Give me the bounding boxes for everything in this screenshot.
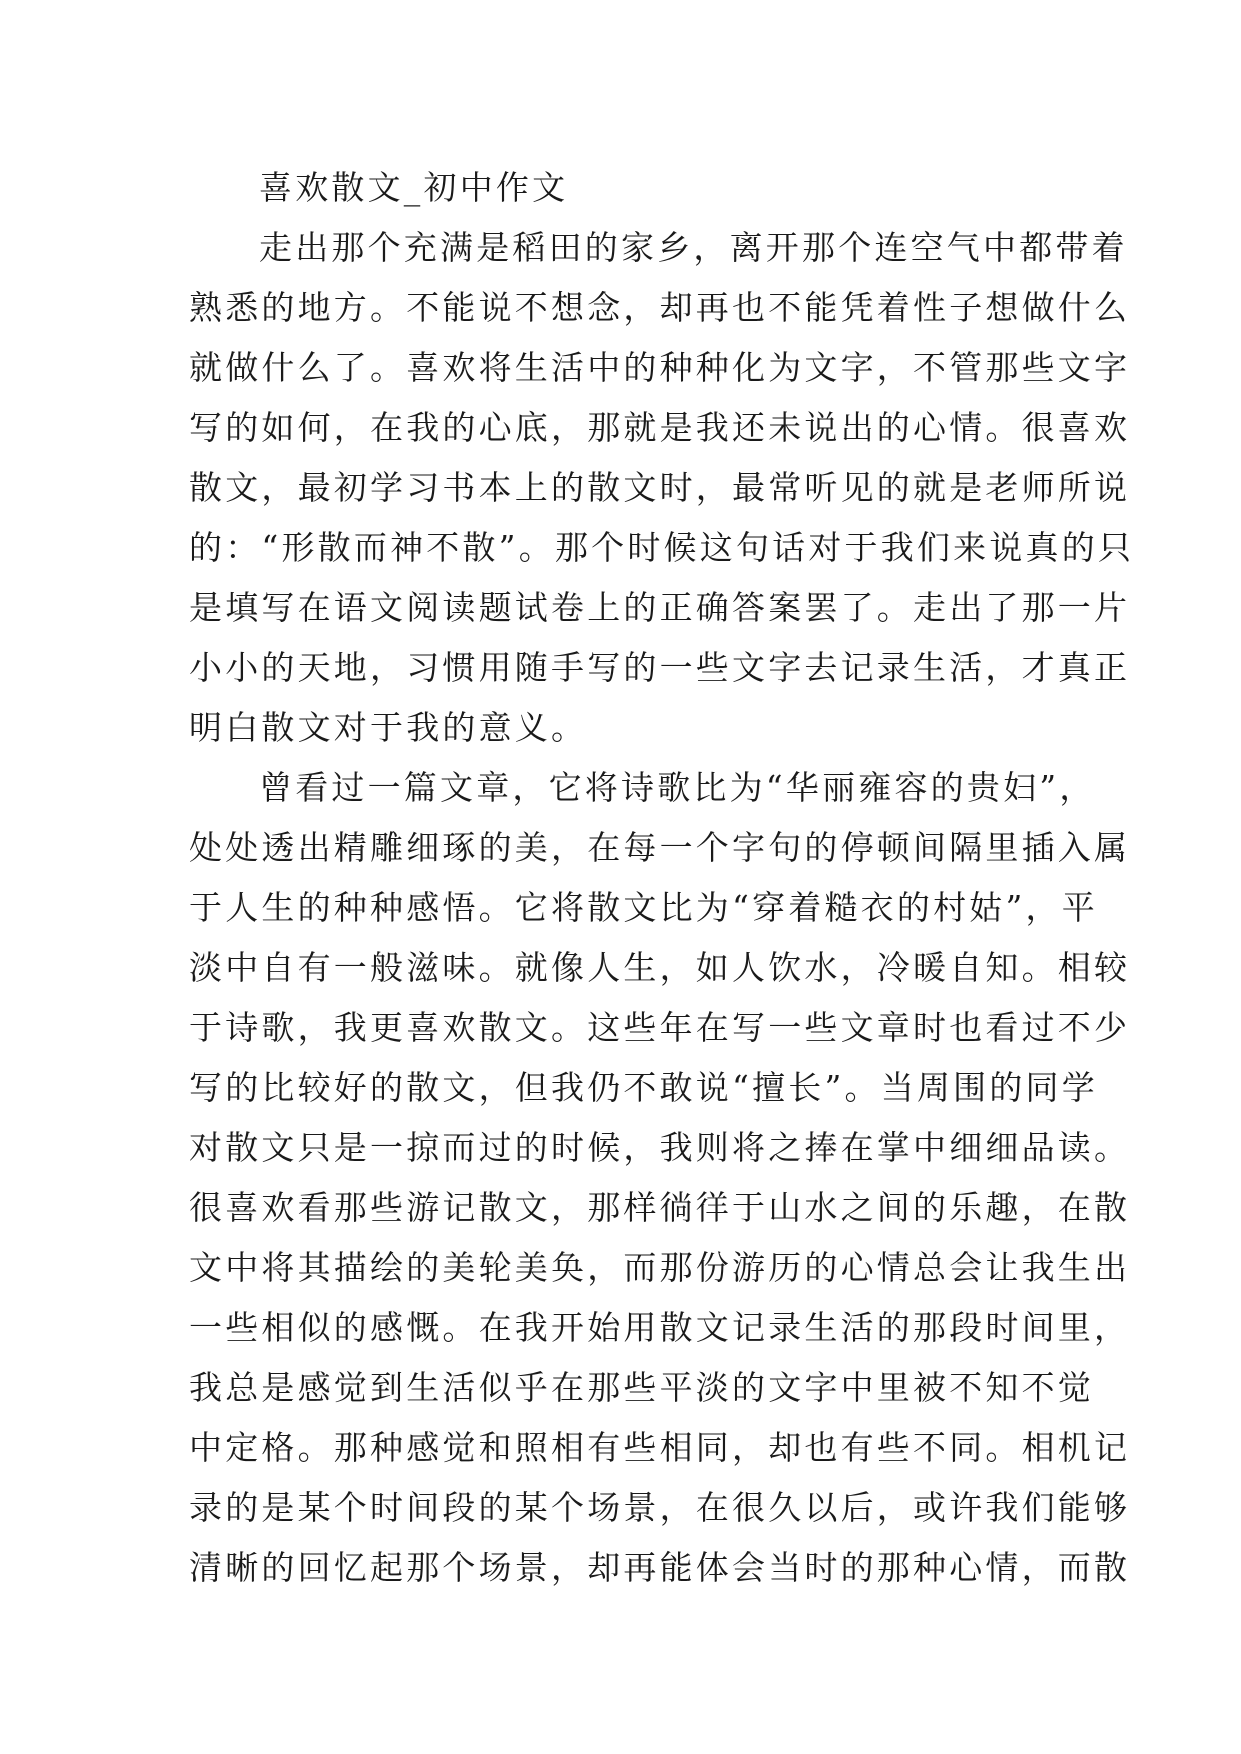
paragraph-line: 文中将其描绘的美轮美奂，而那份游历的心情总会让我生出 [189, 1248, 1131, 1287]
document-body [189, 158, 1135, 1598]
paragraph-line: 写的比较好的散文，但我仍不敢说“擅长”。当周围的同学 [189, 1068, 1098, 1107]
paragraph-line: 清晰的回忆起那个场景，却再能体会当时的那种心情，而散 [189, 1548, 1131, 1587]
paragraph-line: 是填写在语文阅读题试卷上的正确答案罢了。走出了那一片 [189, 588, 1131, 627]
paragraph-line: 处处透出精雕细琢的美，在每一个字句的停顿间隔里插入属 [189, 828, 1131, 867]
paragraph-line: 熟悉的地方。不能说不想念，却再也不能凭着性子想做什么 [189, 288, 1131, 327]
paragraph-line: 曾看过一篇文章，它将诗歌比为“华丽雍容的贵妇”， [259, 768, 1096, 807]
paragraph-line: 对散文只是一掠而过的时候，我则将之捧在掌中细细品读。 [189, 1128, 1131, 1167]
paragraph-line: 明白散文对于我的意义。 [189, 708, 588, 747]
paragraph-line: 散文，最初学习书本上的散文时，最常听见的就是老师所说 [189, 468, 1131, 507]
paragraph-line: 淡中自有一般滋味。就像人生，如人饮水，冷暖自知。相较 [189, 948, 1131, 987]
paragraph-line: 于人生的种种感悟。它将散文比为“穿着糙衣的村姑”，平 [189, 888, 1098, 927]
paragraph-line: 一些相似的感慨。在我开始用散文记录生活的那段时间里， [189, 1308, 1131, 1347]
paragraph-line: 我总是感觉到生活似乎在那些平淡的文字中里被不知不觉 [189, 1368, 1094, 1407]
paragraph-line: 录的是某个时间段的某个场景，在很久以后，或许我们能够 [189, 1488, 1131, 1527]
paragraph-line: 的：“形散而神不散”。那个时候这句话对于我们来说真的只 [189, 528, 1135, 567]
document-title: 喜欢散文_初中作文 [259, 168, 569, 207]
paragraph-line: 写的如何，在我的心底，那就是我还未说出的心情。很喜欢 [189, 408, 1131, 447]
paragraph-line: 走出那个充满是稻田的家乡，离开那个连空气中都带着 [259, 228, 1128, 267]
paragraph-line: 小小的天地，习惯用随手写的一些文字去记录生活，才真正 [189, 648, 1131, 687]
paragraph-line: 就做什么了。喜欢将生活中的种种化为文字，不管那些文字 [189, 348, 1131, 387]
paragraph-1 [189, 218, 1135, 758]
paragraph-line: 中定格。那种感觉和照相有些相同，却也有些不同。相机记 [189, 1428, 1131, 1467]
paragraph-line: 于诗歌，我更喜欢散文。这些年在写一些文章时也看过不少 [189, 1008, 1131, 1047]
paragraph-line: 很喜欢看那些游记散文，那样徜徉于山水之间的乐趣，在散 [189, 1188, 1131, 1227]
paragraph-2 [189, 758, 1131, 1598]
